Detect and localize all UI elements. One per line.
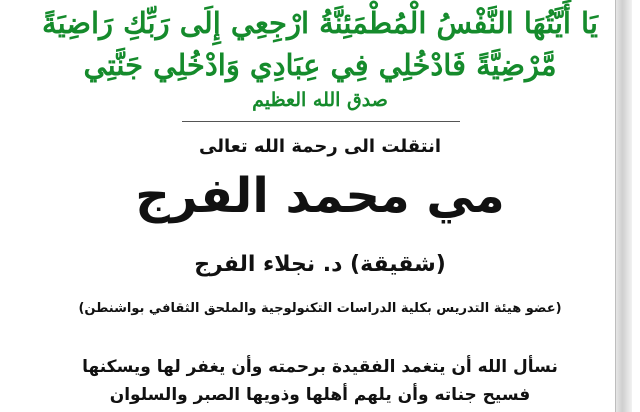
prayer-line-1: نسأل الله أن يتغمد الفقيدة برحمته وأن يغفر لها ويسكنها: [82, 357, 558, 377]
quran-verse-line-1: يَا أَيَّتُهَا النَّفْسُ الْمُطْمَئِنَّةُ ارْجِعِي إِلَى رَبِّكِ رَاضِيَةً: [42, 6, 598, 40]
verse-attribution: صدق الله العظيم: [252, 89, 388, 111]
page-frame-edge: [615, 0, 632, 412]
deceased-name: مي محمد الفرج: [135, 168, 505, 224]
divider-line: [182, 121, 460, 122]
passed-away-text: انتقلت الى رحمة الله تعالى: [199, 136, 441, 157]
position-text: (عضو هيئة التدريس بكلية الدراسات التكنولوجية والملحق الثقافي بواشنطن): [78, 301, 562, 316]
relation-text: (شقيقة) د. نجلاء الفرج: [194, 252, 446, 277]
prayer-line-2: فسيح جناته وأن يلهم أهلها وذويها الصبر والسلوان: [109, 385, 531, 405]
quran-verse-line-2: مَّرْضِيَّةً فَادْخُلِي فِي عِبَادِي وَادْخُلِي جَنَّتِي: [83, 48, 557, 82]
